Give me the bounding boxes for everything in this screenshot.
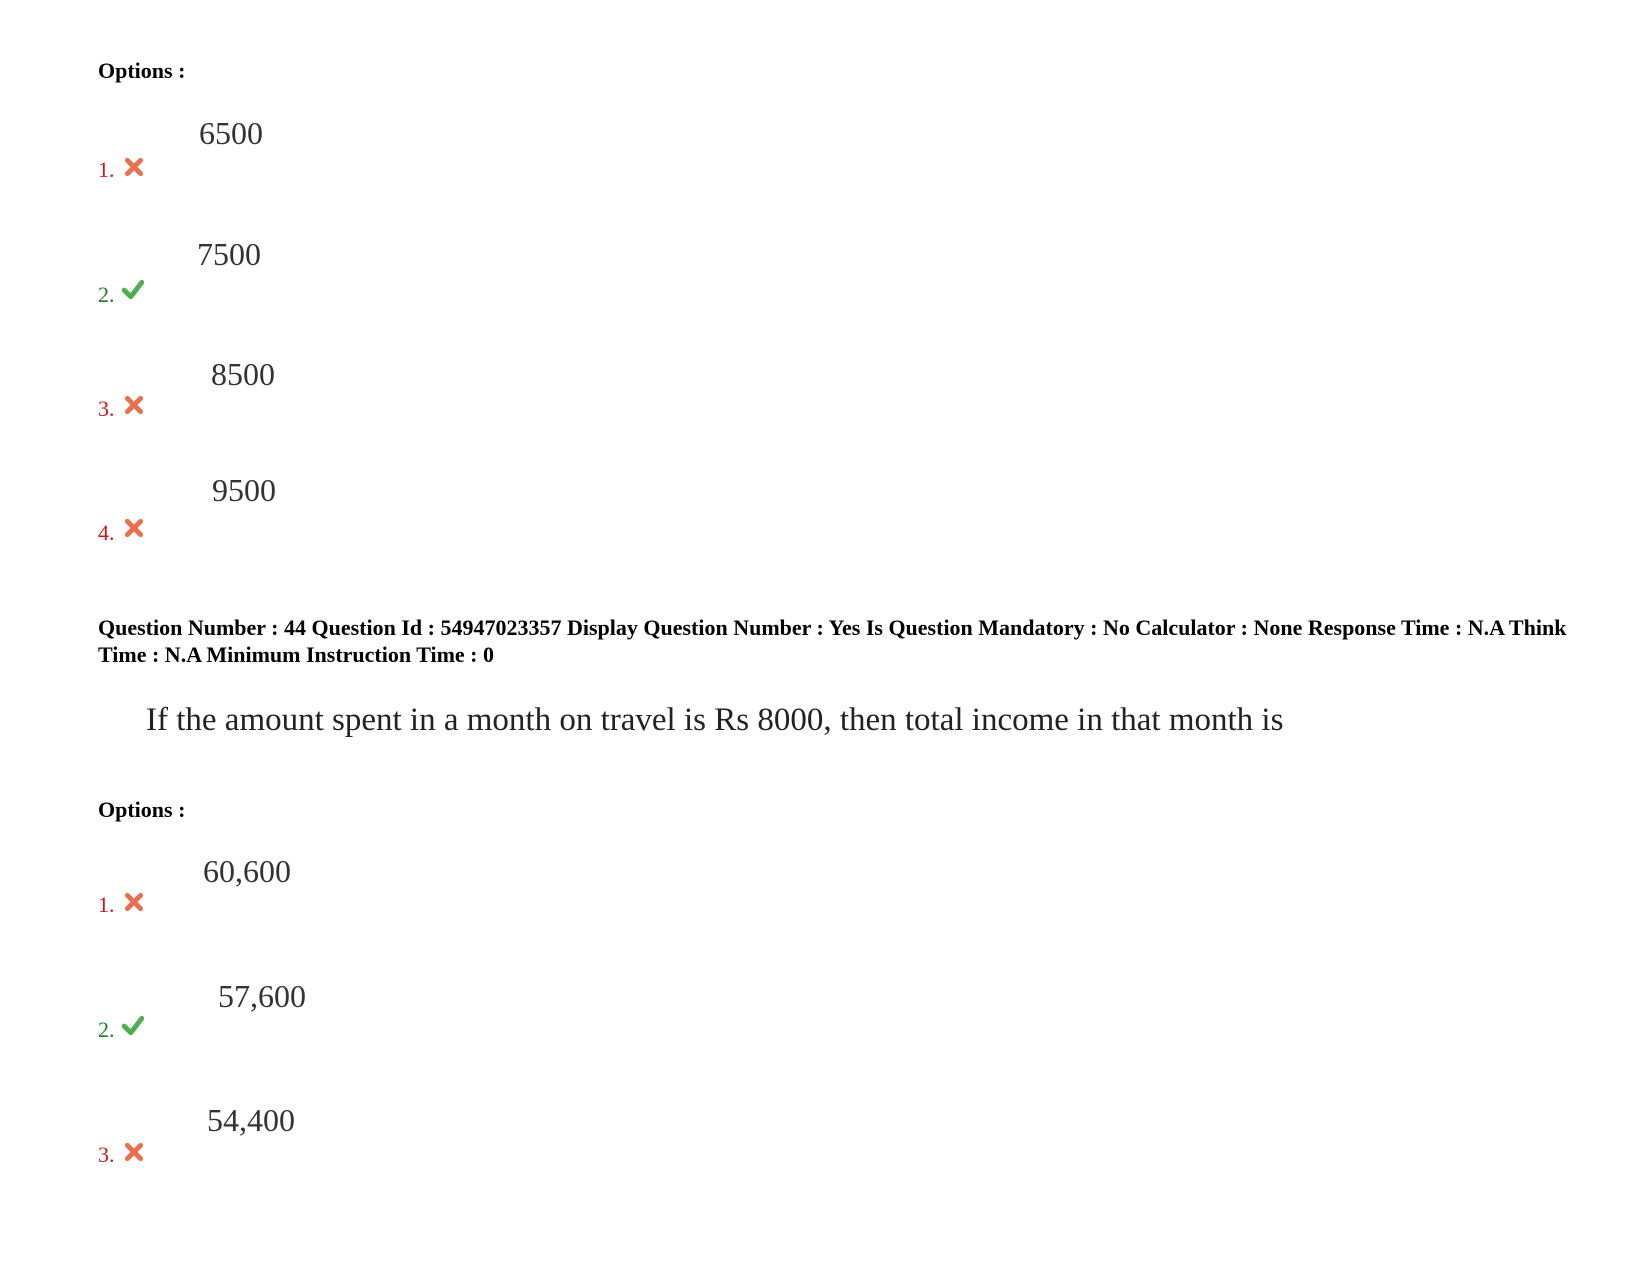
- option-number: 2.: [98, 1017, 115, 1042]
- cross-icon: [123, 891, 145, 913]
- cross-icon: [123, 1141, 145, 1163]
- option-value: 7500: [197, 236, 261, 272]
- option-number: 1.: [98, 892, 115, 917]
- option-value: 57,600: [218, 978, 306, 1014]
- cross-icon: [123, 517, 145, 539]
- cross-icon: [123, 394, 145, 416]
- question-text: If the amount spent in a month on travel is Rs 8000, then total income in that month is: [146, 702, 1284, 738]
- options-label: Options :: [98, 58, 186, 83]
- option-number: 4.: [98, 520, 115, 545]
- check-icon: [122, 278, 144, 300]
- cross-icon: [123, 156, 145, 178]
- option-number: 1.: [98, 157, 115, 182]
- question-meta: Question Number : 44 Question Id : 54947023357 Display Question Number : Yes Is Question Mandatory : No Calculator : None Response Time : N.A Think Time : N.A Minimum Instruction Time : 0: [98, 615, 1567, 667]
- option-number: 3.: [98, 396, 115, 421]
- check-icon: [122, 1014, 144, 1036]
- option-number: 3.: [98, 1142, 115, 1167]
- option-value: 6500: [199, 115, 263, 151]
- option-number: 2.: [98, 282, 115, 307]
- option-value: 8500: [211, 356, 275, 392]
- options-label: Options :: [98, 797, 186, 822]
- option-value: 54,400: [207, 1102, 295, 1138]
- option-value: 9500: [212, 472, 276, 508]
- option-value: 60,600: [203, 853, 291, 889]
